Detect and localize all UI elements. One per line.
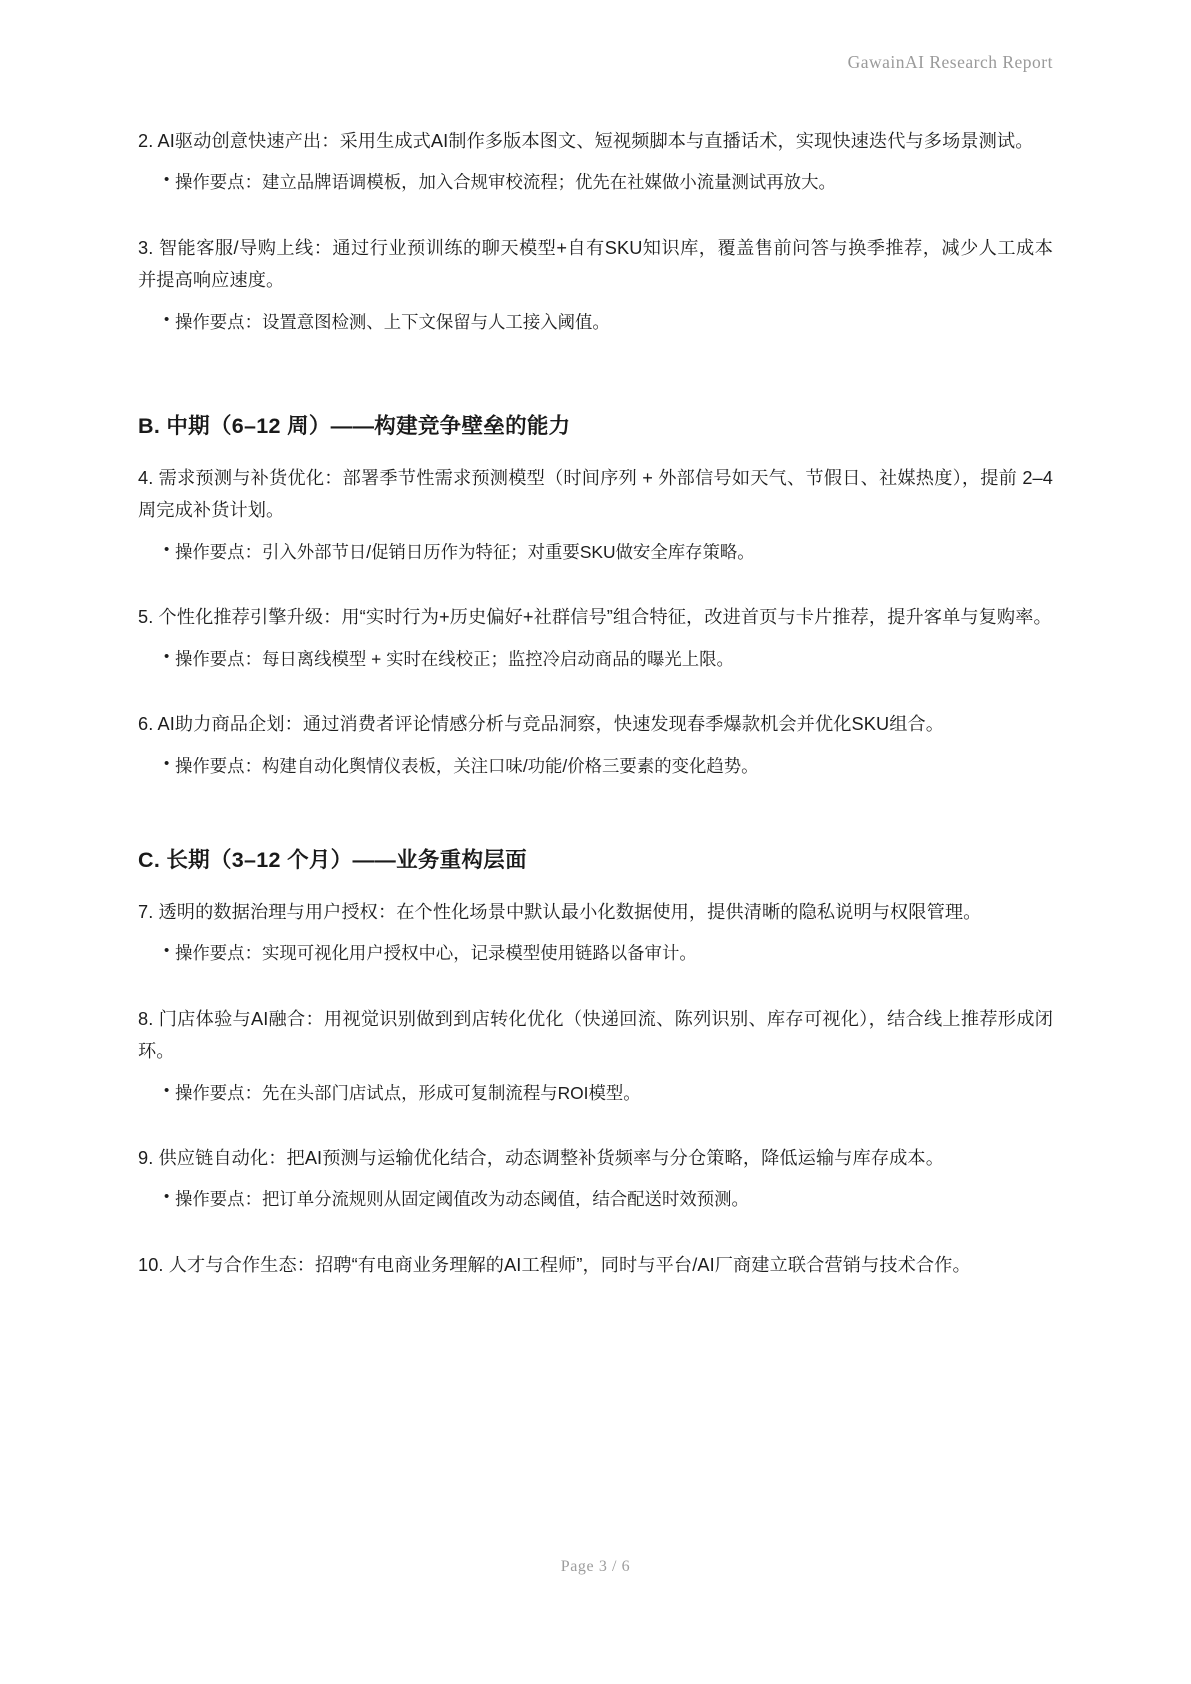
item-6-bullet-text: 操作要点：构建自动化舆情仪表板，关注口味/功能/价格三要素的变化趋势。 <box>175 755 759 776</box>
bullet-dot-icon: • <box>164 310 170 328</box>
item-4-paragraph: 4. 需求预测与补货优化：部署季节性需求预测模型（时间序列 + 外部信号如天气、节假日、社媒热度），提前 2–4 周完成补货计划。 <box>138 468 1053 521</box>
section-heading-b: B. 中期（6–12 周）——构建竞争壁垒的能力 <box>138 414 571 439</box>
item-7-paragraph: 7. 透明的数据治理与用户授权：在个性化场景中默认最小化数据使用，提供清晰的隐私说明与权限管理。 <box>138 902 982 922</box>
section-heading-c: C. 长期（3–12 个月）——业务重构层面 <box>138 848 527 872</box>
list-item-6 <box>138 708 1053 781</box>
item-8-paragraph: 8. 门店体验与AI融合：用视觉识别做到到店转化优化（快递回流、陈列识别、库存可视化），结合线上推荐形成闭环。 <box>138 1008 1053 1062</box>
item-9-bullet-text: 操作要点：把订单分流规则从固定阈值改为动态阈值，结合配送时效预测。 <box>175 1189 749 1210</box>
item-6-paragraph: 6. AI助力商品企划：通过消费者评论情感分析与竞品洞察，快速发现春季爆款机会并优化SKU组合。 <box>138 714 945 735</box>
bullet-dot-icon: • <box>164 1081 170 1099</box>
list-item-7 <box>138 896 1053 969</box>
item-4-bullet <box>164 537 1053 567</box>
document-body <box>138 125 1053 1287</box>
item-9-paragraph: 9. 供应链自动化：把AI预测与运输优化结合，动态调整补货频率与分仓策略，降低运输与库存成本。 <box>138 1148 944 1169</box>
item-7-bullet-text: 操作要点：实现可视化用户授权中心，记录模型使用链路以备审计。 <box>175 943 697 964</box>
item-4-bullet-text: 操作要点：引入外部节日/促销日历作为特征；对重要SKU做安全库存策略。 <box>175 541 755 562</box>
bullet-dot-icon: • <box>164 942 170 960</box>
item-5-bullet-text: 操作要点：每日离线模型 + 实时在线校正；监控冷启动商品的曝光上限。 <box>175 648 734 669</box>
item-6-bullet <box>164 751 1053 781</box>
bullet-dot-icon: • <box>164 647 170 665</box>
item-9-bullet <box>164 1184 1053 1214</box>
list-item-2 <box>138 125 1053 198</box>
item-3-paragraph: 3. 智能客服/导购上线：通过行业预训练的聊天模型+自有SKU知识库，覆盖售前问答与换季推荐，减少人工成本并提高响应速度。 <box>138 237 1053 291</box>
item-2-bullet <box>164 167 1053 197</box>
list-item-10 <box>138 1249 1053 1281</box>
list-item-4 <box>138 462 1053 567</box>
item-7-bullet <box>164 938 1053 968</box>
list-item-3 <box>138 232 1053 337</box>
item-10-paragraph: 10. 人才与合作生态：招聘“有电商业务理解的AI工程师”，同时与平台/AI厂商建立联合营销与技术合作。 <box>138 1254 971 1275</box>
list-item-8 <box>138 1003 1053 1108</box>
bullet-dot-icon: • <box>164 171 170 189</box>
item-2-paragraph: 2. AI驱动创意快速产出：采用生成式AI制作多版本图文、短视频脚本与直播话术，实现快速迭代与多场景测试。 <box>138 131 1034 151</box>
item-5-paragraph: 5. 个性化推荐引擎升级：用“实时行为+历史偏好+社群信号”组合特征，改进首页与卡片推荐，提升客单与复购率。 <box>138 607 1052 628</box>
bullet-dot-icon: • <box>164 1188 170 1206</box>
item-5-bullet <box>164 644 1053 674</box>
bullet-dot-icon: • <box>164 754 170 772</box>
item-2-bullet-text: 操作要点：建立品牌语调模板，加入合规审校流程；优先在社媒做小流量测试再放大。 <box>175 172 836 193</box>
item-3-bullet-text: 操作要点：设置意图检测、上下文保留与人工接入阈值。 <box>175 311 610 332</box>
item-3-bullet <box>164 307 1053 337</box>
item-8-bullet-text: 操作要点：先在头部门店试点，形成可复制流程与ROI模型。 <box>175 1082 641 1103</box>
page-footer: Page 3 / 6 <box>560 1558 631 1575</box>
bullet-dot-icon: • <box>164 540 170 558</box>
list-item-9 <box>138 1142 1053 1215</box>
list-item-5 <box>138 601 1053 674</box>
item-8-bullet <box>164 1078 1053 1108</box>
running-header: GawainAI Research Report <box>847 52 1053 72</box>
